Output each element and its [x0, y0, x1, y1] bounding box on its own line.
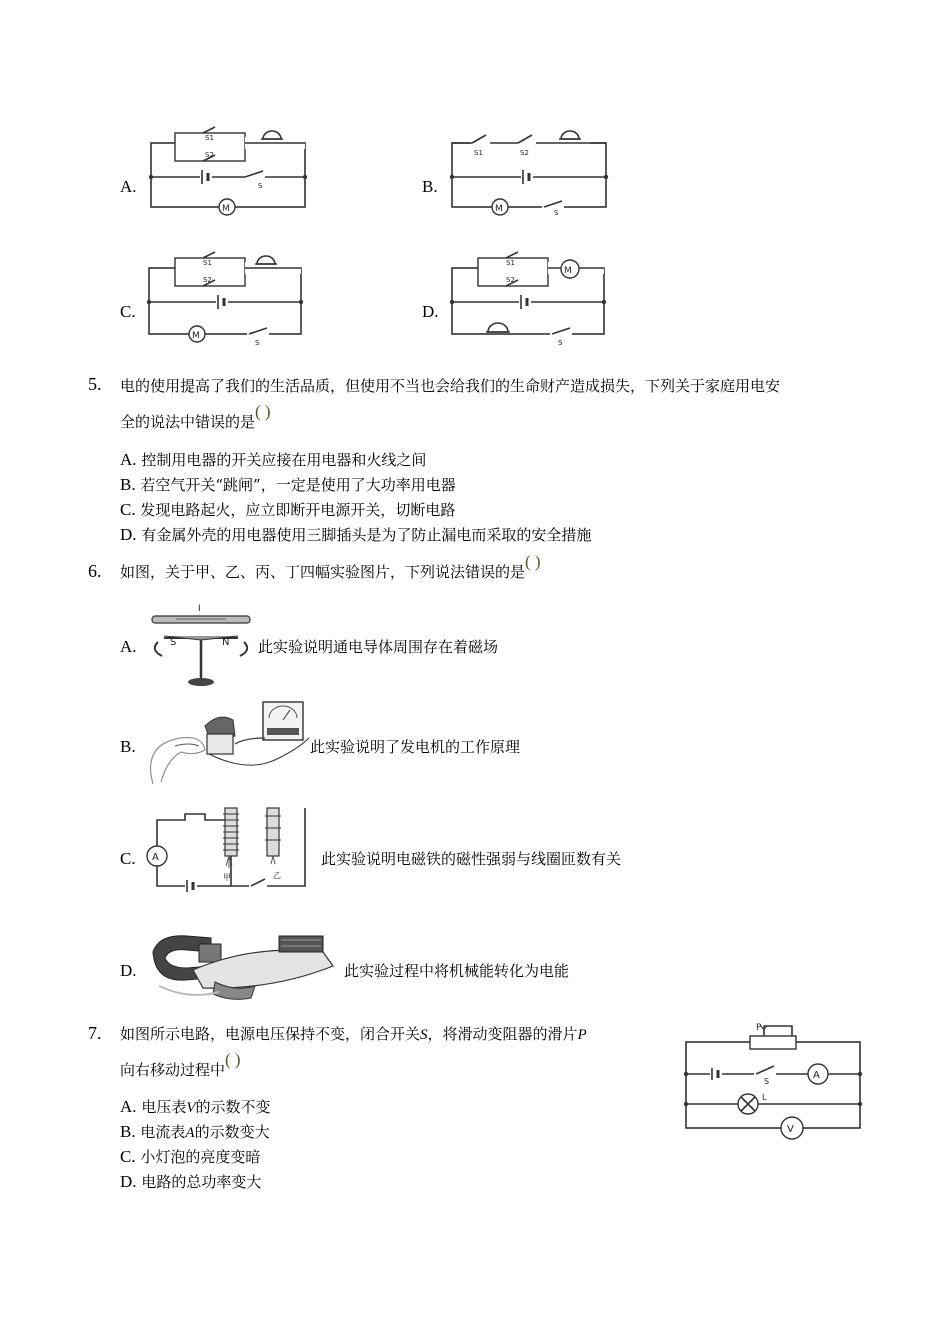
svg-text:S1: S1 — [203, 259, 212, 267]
q7-stem-line1: 如图所示电路，电源电压保持不变，闭合开关S，将滑动变阻器的滑片P — [120, 1025, 587, 1043]
q5-option-d[interactable]: D. 有金属外壳的用电器使用三脚插头是为了防止漏电而采取的安全措施 — [120, 525, 592, 544]
q5-number: 5. — [88, 374, 102, 394]
q6-option-c-text: 此实验说明电磁铁的磁性强弱与线圈匝数有关 — [321, 850, 622, 868]
svg-text:S2: S2 — [203, 276, 212, 284]
q6-answer-paren[interactable]: ( ) — [525, 552, 541, 571]
q7-option-a[interactable]: A. 电压表V的示数不变 — [120, 1097, 271, 1116]
q5-option-c[interactable]: C. 发现电路起火，应立即断开电源开关，切断电路 — [120, 500, 456, 519]
svg-text:P: P — [756, 1023, 762, 1033]
q7-option-d[interactable]: D. 电路的总功率变大 — [120, 1172, 262, 1191]
svg-text:L: L — [762, 1093, 767, 1102]
q4-option-b-circuit — [446, 125, 611, 215]
svg-text:乙: 乙 — [273, 871, 281, 880]
svg-text:S2: S2 — [506, 276, 515, 284]
svg-text:S1: S1 — [474, 149, 483, 157]
q5-answer-paren[interactable]: ( ) — [255, 402, 271, 421]
svg-text:S: S — [258, 182, 263, 190]
svg-text:M: M — [495, 204, 503, 214]
q4-option-a-letter[interactable]: A. — [120, 177, 137, 196]
q7-number: 7. — [88, 1023, 102, 1043]
q7-stem-line2: 向右移动过程中( ) — [120, 1050, 241, 1079]
q5-stem-line2: 全的说法中错误的是( ) — [120, 402, 271, 431]
svg-text:A: A — [152, 852, 159, 863]
svg-text:S: S — [764, 1077, 770, 1086]
q7-answer-paren[interactable]: ( ) — [225, 1050, 241, 1069]
q6-option-d-motor-figure — [145, 918, 345, 1003]
q6-option-a-letter[interactable]: A. — [120, 637, 137, 656]
svg-text:V: V — [787, 1124, 794, 1135]
svg-text:M: M — [192, 331, 200, 341]
svg-text:N: N — [222, 637, 230, 648]
svg-text:S: S — [170, 637, 177, 648]
svg-text:A: A — [813, 1070, 820, 1081]
q4-option-a-circuit — [145, 125, 310, 215]
q7-option-b[interactable]: B. 电流表A的示数变大 — [120, 1122, 270, 1141]
q7-circuit-figure — [680, 1018, 865, 1143]
q5-stem-line1: 电的使用提高了我们的生活品质，但使用不当也会给我们的生命财产造成损失，下列关于家庭用电安 — [120, 377, 781, 395]
q6-option-b-letter[interactable]: B. — [120, 737, 136, 756]
svg-text:M: M — [564, 266, 572, 276]
q6-option-d-text: 此实验过程中将机械能转化为电能 — [344, 962, 570, 980]
q4-option-d-letter[interactable]: D. — [422, 302, 439, 321]
q5-option-b[interactable]: B. 若空气开关“跳闸”，一定是使用了大功率用电器 — [120, 475, 456, 494]
q6-option-c-electromagnet-figure — [145, 800, 320, 892]
svg-text:S2: S2 — [205, 151, 214, 159]
svg-text:S2: S2 — [520, 149, 529, 157]
svg-text:S: S — [255, 339, 260, 347]
q6-number: 6. — [88, 561, 102, 581]
q6-stem: 如图，关于甲、乙、丙、丁四幅实验图片，下列说法错误的是( ) — [120, 552, 541, 581]
q4-option-b-letter[interactable]: B. — [422, 177, 438, 196]
q6-option-a-oersted-figure — [146, 600, 256, 692]
svg-text:甲: 甲 — [223, 873, 231, 882]
q4-option-d-circuit — [446, 250, 611, 345]
q6-option-c-letter[interactable]: C. — [120, 849, 136, 868]
q6-option-a-text: 此实验说明通电导体周围存在着磁场 — [258, 638, 499, 656]
svg-text:S: S — [554, 209, 559, 217]
q7-option-c[interactable]: C. 小灯泡的亮度变暗 — [120, 1147, 261, 1166]
svg-text:S1: S1 — [506, 259, 515, 267]
q5-option-a[interactable]: A. 控制用电器的开关应接在用电器和火线之间 — [120, 450, 427, 469]
q6-option-b-generator-figure — [145, 698, 310, 788]
q6-option-b-text: 此实验说明了发电机的工作原理 — [310, 738, 521, 756]
q4-option-c-circuit — [143, 250, 308, 345]
q4-option-c-letter[interactable]: C. — [120, 302, 136, 321]
svg-text:S: S — [558, 339, 563, 347]
svg-text:I: I — [198, 604, 201, 614]
svg-text:M: M — [222, 204, 230, 214]
q6-option-d-letter[interactable]: D. — [120, 961, 137, 980]
svg-text:S1: S1 — [205, 134, 214, 142]
